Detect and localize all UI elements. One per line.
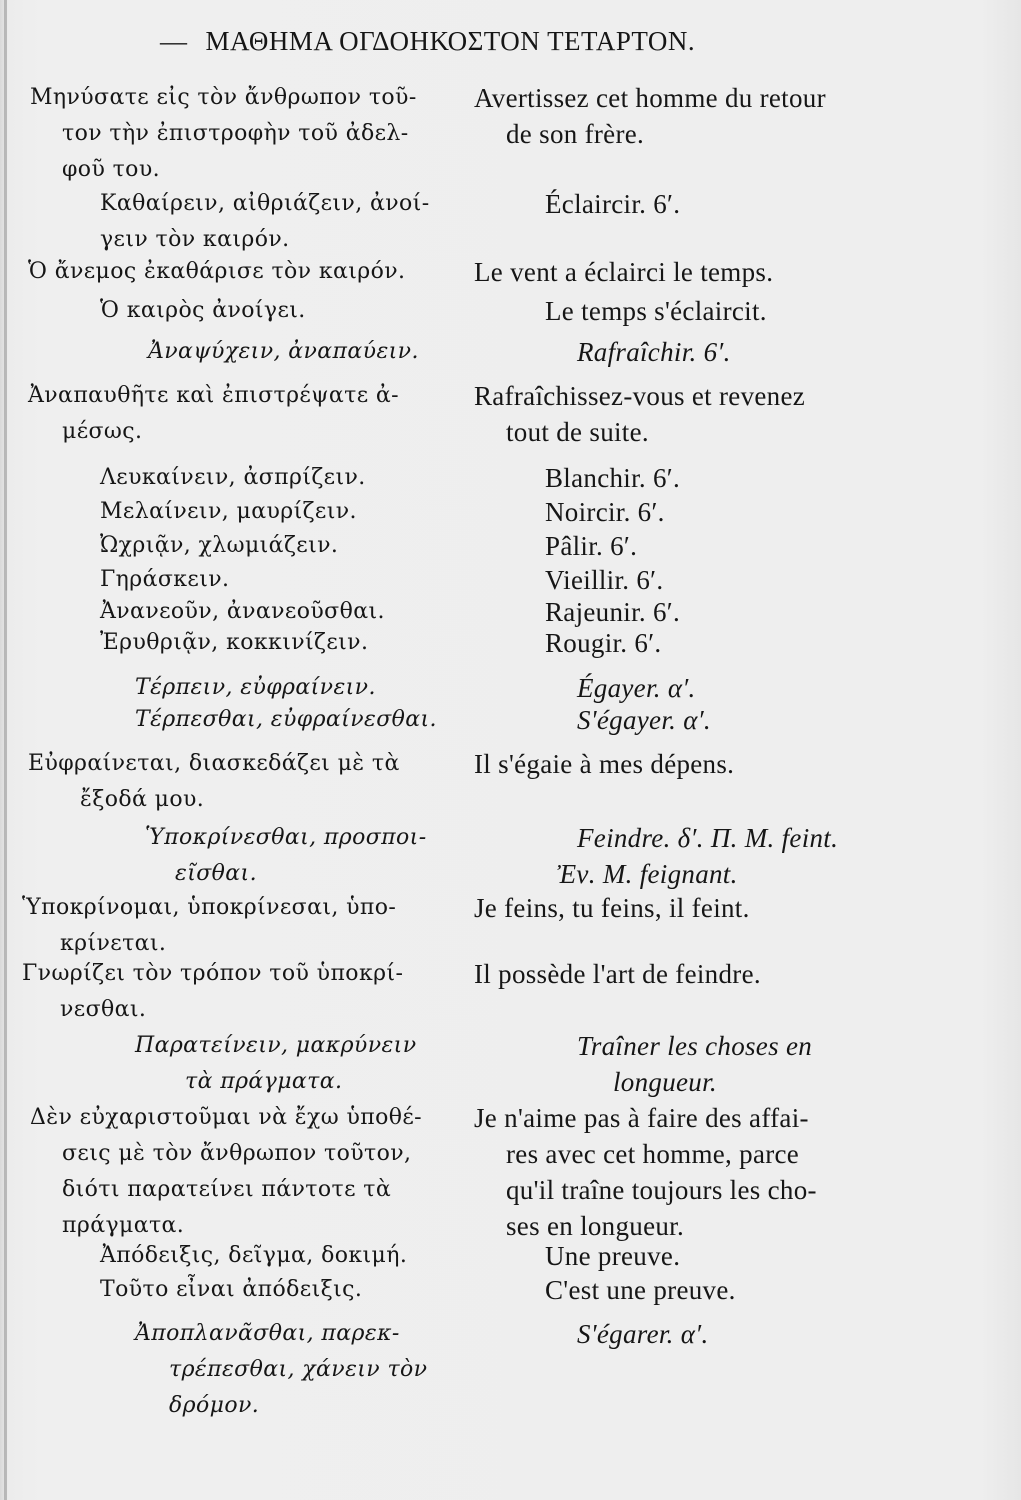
greek-entry: Ἐρυθριᾷν, κοκκινίζειν. [100,630,369,655]
french-entry: Il possède l'art de feindre. [474,959,761,989]
greek-entry: Ἀποπλανᾶσθαι, παρεκ- τρέπεσθαι, χάνειν τὸν δρόμον. [135,1321,428,1418]
greek-entry: Μελαίνειν, μαυρίζειν. [100,499,357,524]
greek-entry: Ὑποκρίνεσθαι, προσποι- εῖσθαι. [145,825,427,886]
heading-title: ΜΑΘΗΜΑ ΟΓΔΟΗΚΟΣΤΟΝ ΤΕΤΑΡΤΟΝ. [205,26,696,56]
greek-entry: Δὲν εὐχαριστοῦμαι νὰ ἔχω ὑποθέ- σεις μὲ τὸν ἄνθρωπον τοῦτον, διότι παρατείνει πάντοτε τὰ πράγματα. [30,1105,423,1238]
french-entry: Pâlir. 6′. [545,531,638,561]
french-entry: Le vent a éclairci le temps. [474,257,774,287]
french-entry: Rafraîchir. 6′. [577,337,731,367]
greek-entry: Τοῦτο εἶναι ἀπόδειξις. [100,1277,363,1302]
greek-entry: Ὁ ἄνεμος ἐκαθάρισε τὸν καιρόν. [28,259,406,284]
greek-entry: Ὁ καιρὸς ἀνοίγει. [100,298,306,323]
greek-entry: Ὠχριᾷν, χλωμιάζειν. [100,533,339,558]
greek-entry: Ὑποκρίνομαι, ὑποκρίνεσαι, ὑπο- κρίνεται. [22,895,397,956]
greek-entry: Τέρπεσθαι, εὐφραίνεσθαι. [135,707,437,732]
french-entry: Éclaircir. 6′. [545,189,681,219]
french-entry: Blanchir. 6′. [545,463,681,493]
lesson-heading [160,26,860,57]
french-entry: C'est une preuve. [545,1275,736,1305]
greek-entry: Παρατείνειν, μακρύνειν τὰ πράγματα. [135,1033,417,1094]
greek-entry: Καθαίρειν, αἰθριάζειν, ἀνοί- γειν τὸν καιρόν. [100,191,430,252]
french-entry: S'égarer. α′. [577,1319,709,1349]
greek-entry: Γνωρίζει τὸν τρόπον τοῦ ὑποκρί- νεσθαι. [22,961,404,1022]
greek-entry: Γηράσκειν. [100,567,230,592]
greek-entry: Τέρπειν, εὐφραίνειν. [135,675,376,700]
french-entry: Rougir. 6′. [545,628,662,658]
french-entry: Vieillir. 6′. [545,565,664,595]
greek-entry: Ἀναψύχειν, ἀναπαύειν. [148,339,419,364]
greek-entry: Ἀναπαυθῆτε καὶ ἐπιστρέψατε ἀ- μέσως. [28,383,399,444]
greek-entry: Λευκαίνειν, ἀσπρίζειν. [100,465,366,490]
french-entry: Égayer. α′. [577,673,696,703]
greek-entry: Ἀπόδειξις, δεῖγμα, δοκιμή. [100,1243,408,1268]
french-entry: Une preuve. [545,1241,681,1271]
greek-entry: Μηνύσατε εἰς τὸν ἄνθρωπον τοῦ- τον τὴν ἐπιστροφὴν τοῦ ἀδελ- φοῦ του. [30,85,417,182]
greek-entry: Ἀνανεοῦν, ἀνανεοῦσθαι. [100,599,385,624]
french-entry: Rajeunir. 6′. [545,597,681,627]
heading-dash: — [160,26,188,56]
french-entry: Je feins, tu feins, il feint. [474,893,750,923]
french-entry: Le temps s'éclaircit. [545,296,767,326]
french-entry: Je n'aime pas à faire des affai- res avec cet homme, parce qu'il traîne toujours les cho- ses en longueur. [474,1103,817,1241]
french-entry: Il s'égaie à mes dépens. [474,749,735,779]
french-entry: S'égayer. α′. [577,705,711,735]
french-entry: Avertissez cet homme du retour de son frère. [474,83,826,149]
page-gutter-shadow [4,0,7,1500]
french-entry: Noircir. 6′. [545,497,665,527]
french-entry: Rafraîchissez-vous et revenez tout de suite. [474,381,806,447]
french-entry: Feindre. δ′. Π. Μ. feint. Ἐν. Μ. feignant. [557,823,839,889]
greek-entry: Εὐφραίνεται, διασκεδάζει μὲ τὰ ἔξοδά μου. [28,751,400,812]
french-entry: Traîner les choses en longueur. [577,1031,813,1097]
